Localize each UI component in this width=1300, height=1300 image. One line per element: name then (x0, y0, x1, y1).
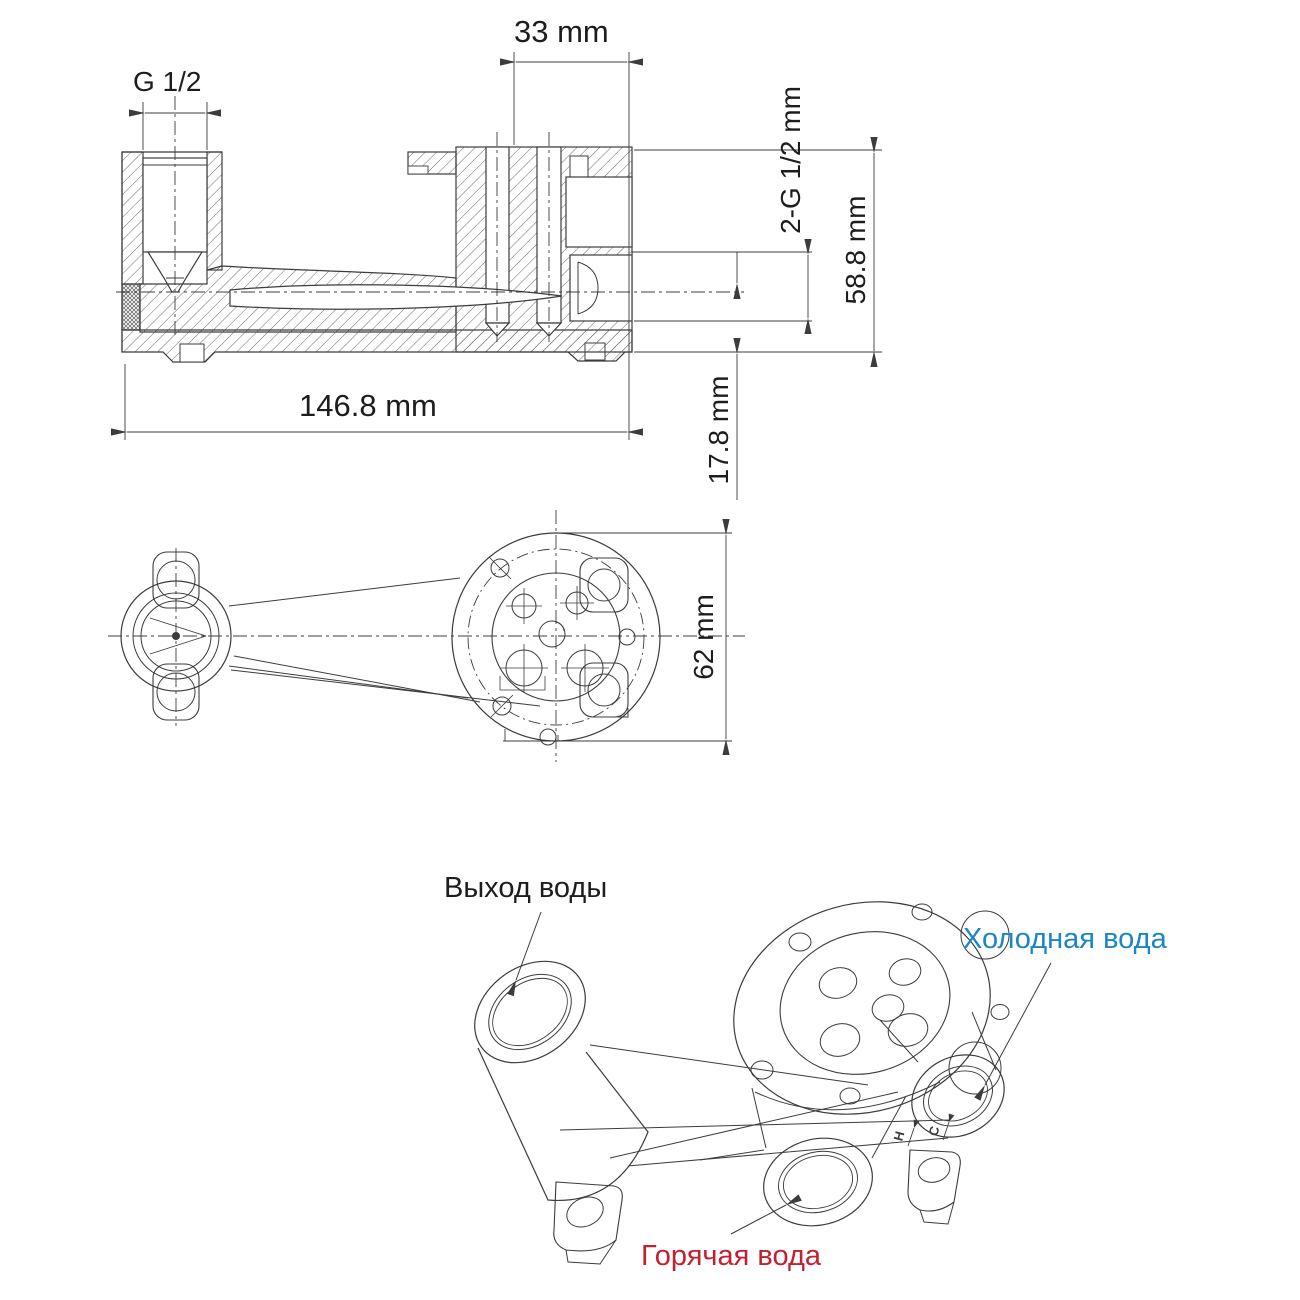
engraving-hot-mark: H (890, 1129, 908, 1143)
label-water-outlet: Выход воды (444, 872, 608, 904)
iso-view (455, 872, 1019, 1264)
dim-label-2g12: 2-G 1/2 mm (775, 86, 806, 234)
plan-centerlines (108, 510, 745, 762)
label-cold-water: Холодная вода (963, 923, 1167, 955)
label-hot-water: Горячая вода (641, 1240, 822, 1272)
dim-label-588: 58.8 mm (840, 195, 871, 305)
dim-label-1468: 146.8 mm (299, 388, 437, 423)
plan-view (108, 510, 745, 762)
engraving-cold-mark: C (925, 1124, 943, 1138)
dim-label-33mm: 33 mm (514, 14, 609, 49)
side-section-view (116, 96, 744, 362)
dim-label-g12: G 1/2 (133, 66, 202, 97)
dim-label-178: 17.8 mm (703, 375, 734, 485)
dim-label-62: 62 mm (688, 594, 719, 680)
